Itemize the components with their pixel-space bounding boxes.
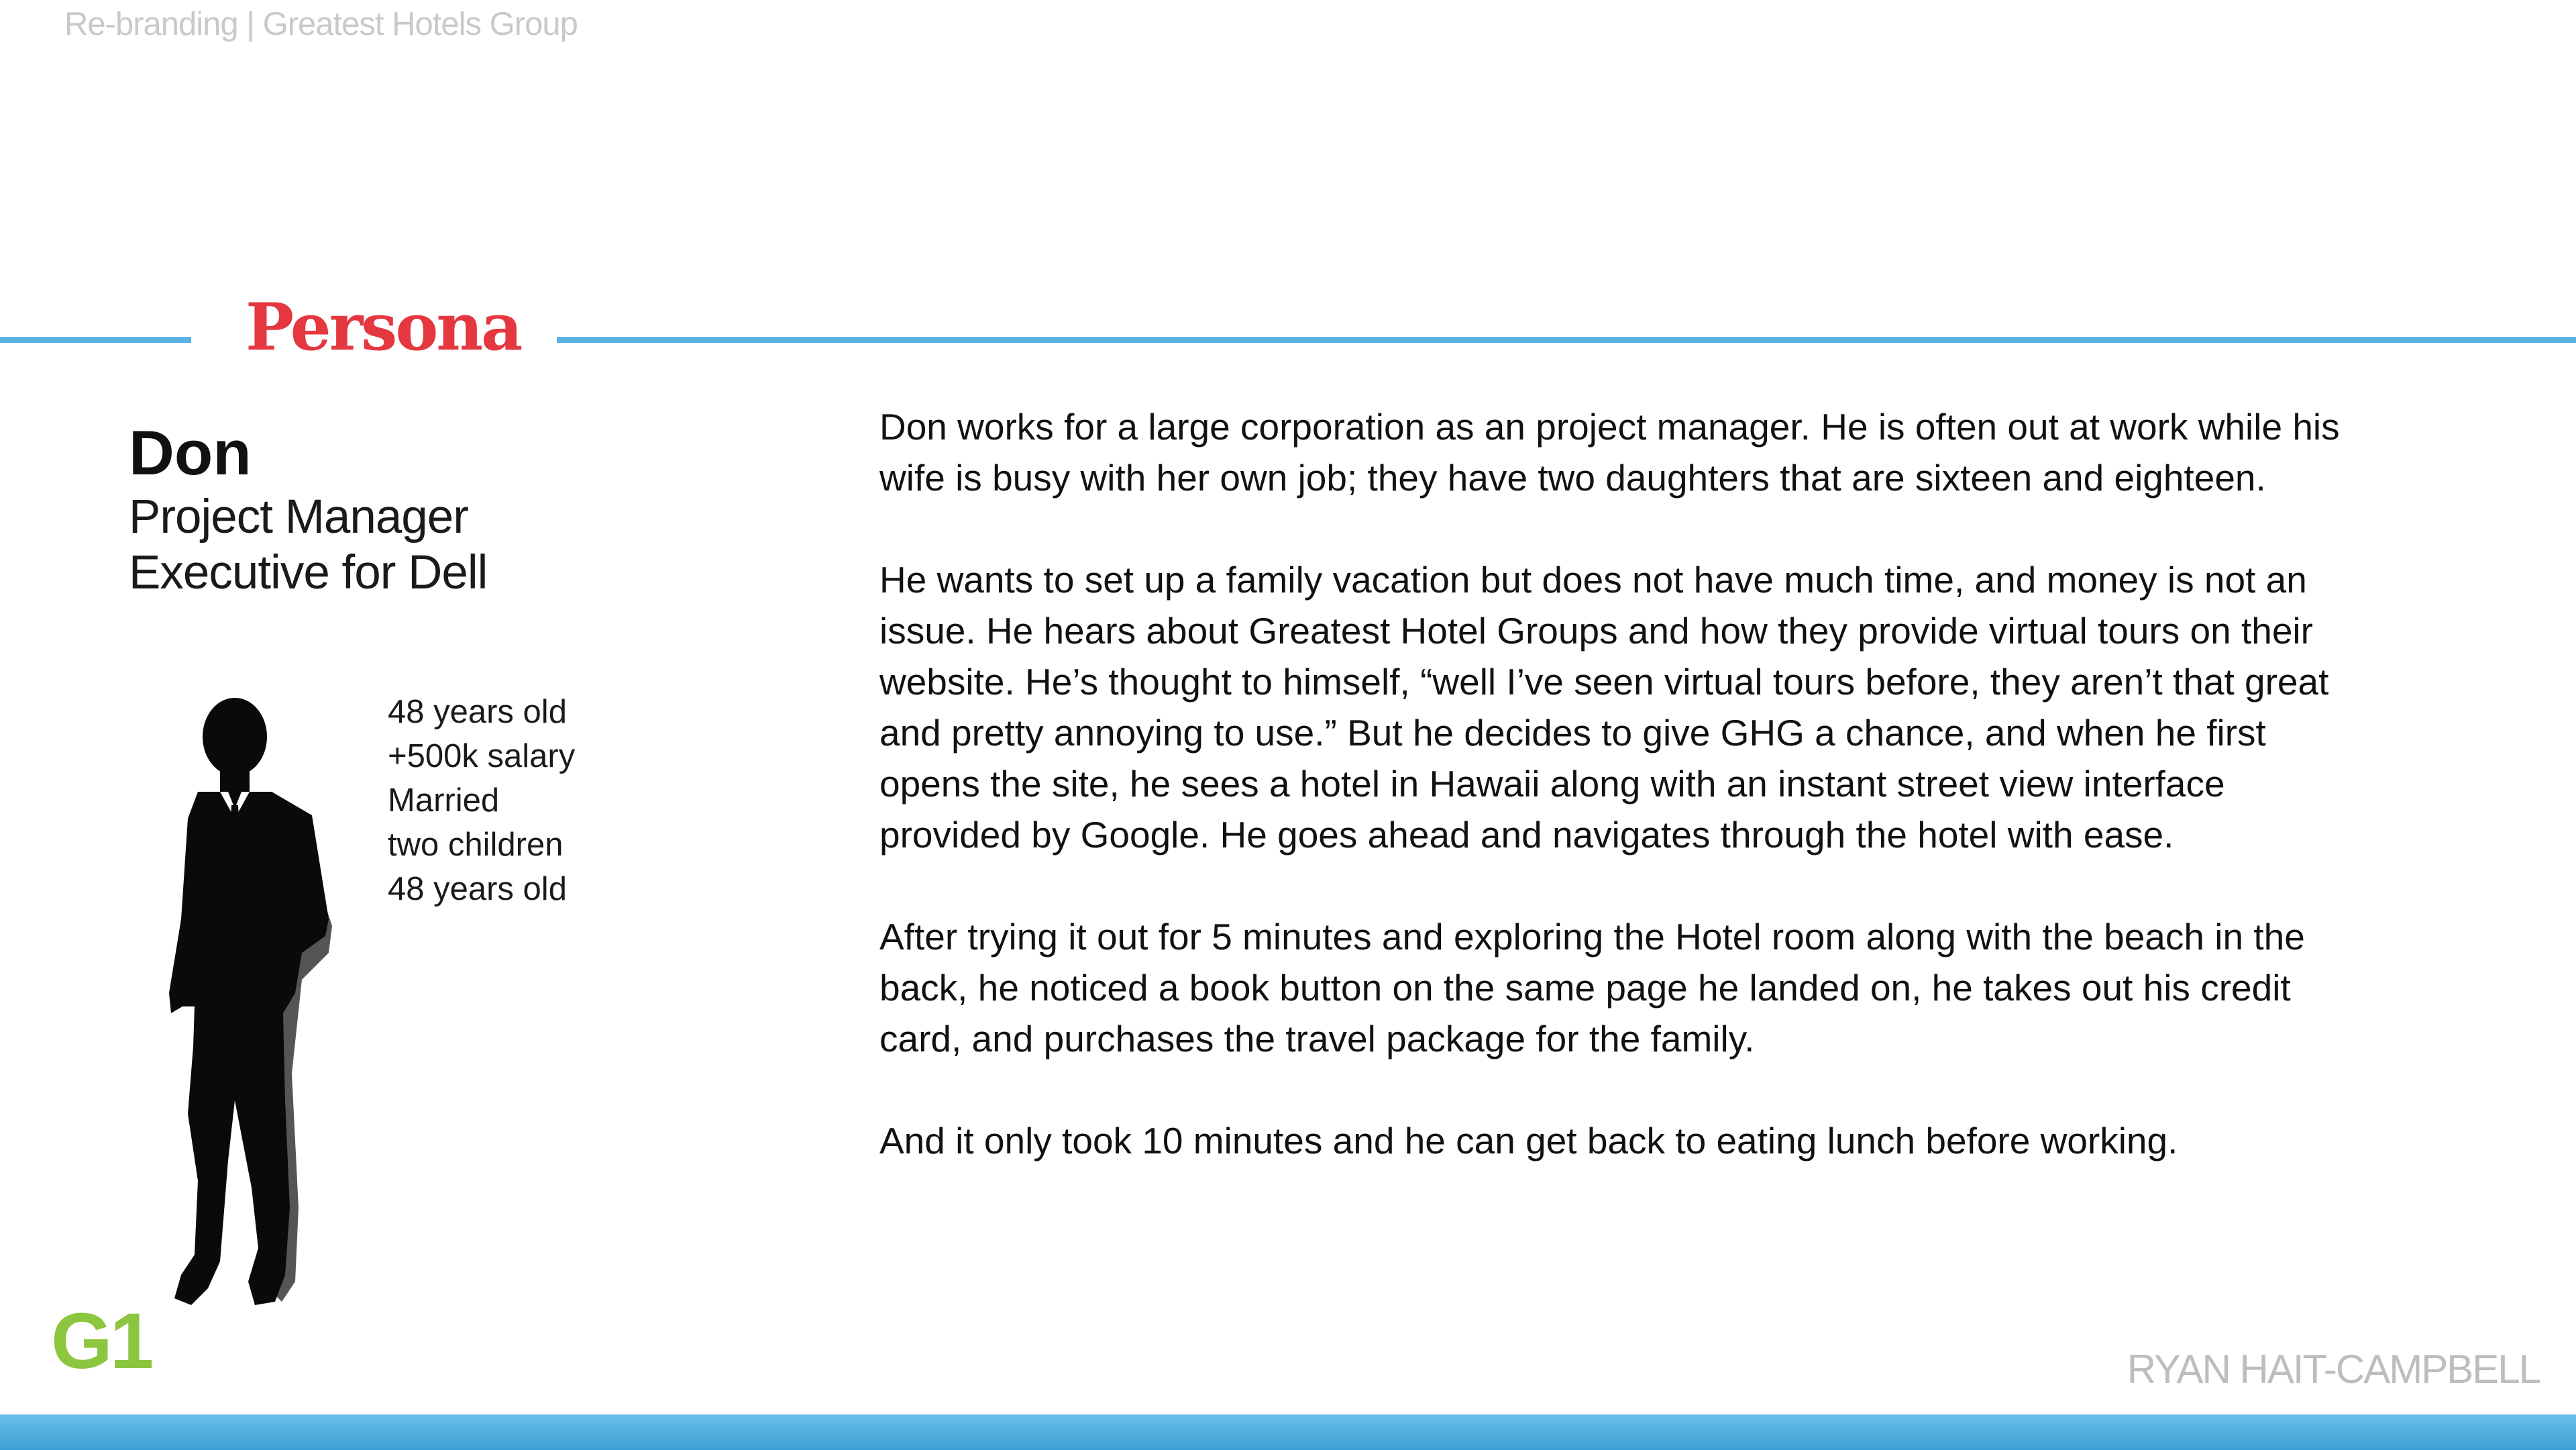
persona-facts-list [388,690,575,911]
section-title: Persona [246,289,521,365]
story-paragraph-booking: After trying it out for 5 minutes and exploring the Hotel room along with the beach in the back, he noticed a book button on the same page he landed on, he takes out his credit card, and purchases the travel package for the family. [879,916,2305,1059]
story-paragraph-discovery: He wants to set up a family vacation but does not have much time, and money is not an issue. He hears about Greatest Hotel Groups and how they provide virtual tours on their website. He’s thought to himself, “well I’ve seen virtual tours before, they aren’t that great and pretty annoying to use.” But he decides to give GHG a chance, and when he first opens the site, he sees a hotel in Hawaii along with an instant street view interface provided by Google. He goes ahead and navigates through the hotel with ease. [879,559,2329,856]
persona-fact-age: 48 years old [388,694,567,730]
story-paragraph-intro: Don works for a large corporation as an project manager. He is often out at work while his wife is busy with her own job; they have two daughters that are sixteen and eighteen. [879,406,2340,499]
g1-logo-mark: G1 [51,1297,152,1386]
persona-story [879,401,2342,1217]
author-credit: RYAN HAIT-CAMPBELL [2127,1347,2540,1392]
persona-fact-children: two children [388,827,564,863]
footer-bar [0,1414,2576,1450]
persona-role-employer: Executive for Dell [129,546,488,599]
deck-header-label: Re-branding | Greatest Hotels Group [64,6,578,42]
title-rule-left [0,337,191,343]
persona-fact-marital-status: Married [388,782,500,819]
title-rule-right [557,337,2576,343]
persona-role-title: Project Manager [129,490,468,543]
persona-fact-age-repeat: 48 years old [388,871,567,907]
persona-name: Don [129,417,252,488]
businessman-silhouette-icon [134,698,335,1315]
story-paragraph-outcome: And it only took 10 minutes and he can get back to eating lunch before working. [879,1120,2178,1161]
persona-fact-salary: +500k salary [388,738,576,774]
